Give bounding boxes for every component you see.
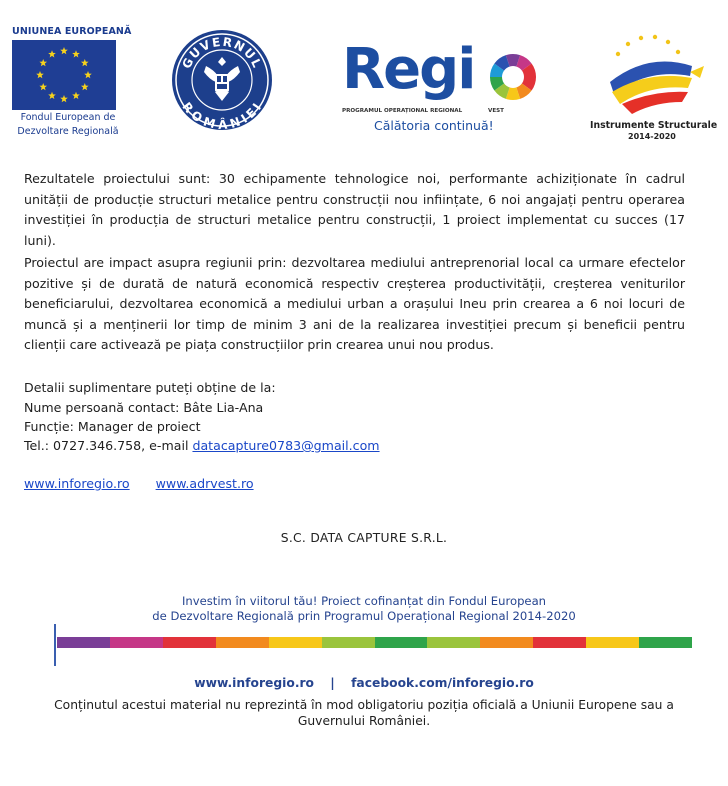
- color-stripe: [57, 637, 692, 648]
- stripe-segment: [375, 637, 428, 648]
- contact-intro: Detalii suplimentare puteți obține de la:: [24, 380, 276, 395]
- regio-slogan: Călătoria continuă!: [374, 118, 494, 133]
- cofinancing-line-1: Investim în viitorul tău! Proiect cofinanțat din Fondul European: [181, 594, 547, 608]
- regio-color-wheel-icon: [488, 52, 538, 102]
- stripe-segment: [427, 637, 480, 648]
- disclaimer: Conținutul acestui material nu reprezintă în mod obligatoriu poziția oficială a Uniunii Europene sau a Guvernului României.: [54, 698, 674, 728]
- stripe-segment: [586, 637, 639, 648]
- stripe-segment: [269, 637, 322, 648]
- stripe-segment: [322, 637, 375, 648]
- footer-links: [0, 676, 728, 690]
- regio-wordmark: Regi: [342, 37, 475, 102]
- stripe-segment: [110, 637, 163, 648]
- contact-phone: Tel.: 0727.346.758, e-mail: [24, 438, 193, 453]
- eu-logo: [12, 26, 132, 138]
- stripe-segment: [163, 637, 216, 648]
- contact-role: Funcție: Manager de proiect: [24, 419, 201, 434]
- footer-divider: [54, 624, 56, 666]
- instrumente-structurale-logo: [588, 32, 718, 141]
- cofinancing-line-2: de Dezvoltare Regională prin Programul Operațional Regional 2014-2020: [152, 609, 576, 623]
- eu-logo-title: UNIUNEA EUROPEANĂ: [12, 26, 132, 37]
- seal-bottom-text: ROMÂNIEI: [179, 99, 265, 132]
- website-links: [24, 474, 254, 494]
- structural-instruments-emblem-icon: [588, 32, 716, 118]
- results-paragraph: Rezultatele proiectului sunt: 30 echipamente tehnologice noi, performante achiziționate în cadrul unității de producție structuri metalice pentru construcții nou inființate, 6 noi angajați pentru operarea investiției în producția de structuri metalice pentru construcții, 1 proiect implementat cu succes (17 luni).: [24, 171, 685, 248]
- cofinancing-statement: [0, 594, 728, 624]
- instrumente-title: Instrumente Structurale: [590, 120, 718, 131]
- regio-logo: [338, 37, 548, 140]
- contact-person: Nume persoană contact: Bâte Lia-Ana: [24, 400, 264, 415]
- footer-facebook-link[interactable]: facebook.com/inforegio.ro: [351, 676, 534, 690]
- eu-logo-subtitle-1: Fondul European de: [20, 112, 116, 123]
- impact-paragraph: Proiectul are impact asupra regiunii prin: dezvoltarea mediului antreprenorial local ca urmare efectelor pozitive și de durată de natură economică respectiv creșterea productivității, creșterea veniturilor beneficiarului, dezvoltarea economică a mediului urban a orașului Ineu prin crearea a 6 noi locuri de muncă și a menținerii lor timp de minim 3 ani de la realizarea investiției precum și beneficii pentru clienții care activează pe piața construcțiilor prin crearea unui nou produs.: [24, 255, 685, 352]
- instrumente-years: 2014-2020: [628, 132, 676, 141]
- romanian-government-seal-icon: [170, 24, 274, 134]
- logo-header: [0, 0, 728, 150]
- email-link[interactable]: datacapture0783@gmail.com: [192, 438, 380, 453]
- company-name: S.C. DATA CAPTURE S.R.L.: [280, 531, 448, 545]
- adrvest-link[interactable]: www.adrvest.ro: [155, 476, 254, 491]
- stripe-segment: [216, 637, 269, 648]
- regio-program-text: PROGRAMUL OPERAȚIONAL REGIONAL: [342, 108, 463, 114]
- government-seal: [170, 24, 274, 138]
- stripe-segment: [533, 637, 586, 648]
- eu-flag-icon: [12, 40, 116, 110]
- footer-separator: |: [330, 676, 335, 690]
- eu-logo-subtitle-2: Dezvoltare Regională: [17, 126, 119, 137]
- footer-site-link[interactable]: www.inforegio.ro: [194, 676, 315, 690]
- stripe-segment: [57, 637, 110, 648]
- stripe-segment: [639, 637, 692, 648]
- inforegio-link[interactable]: www.inforegio.ro: [24, 476, 130, 491]
- regio-region-text: VEST: [488, 108, 504, 114]
- seal-top-text: GUVERNUL: [179, 34, 265, 71]
- contact-phone-line: [24, 436, 380, 456]
- stripe-segment: [480, 637, 533, 648]
